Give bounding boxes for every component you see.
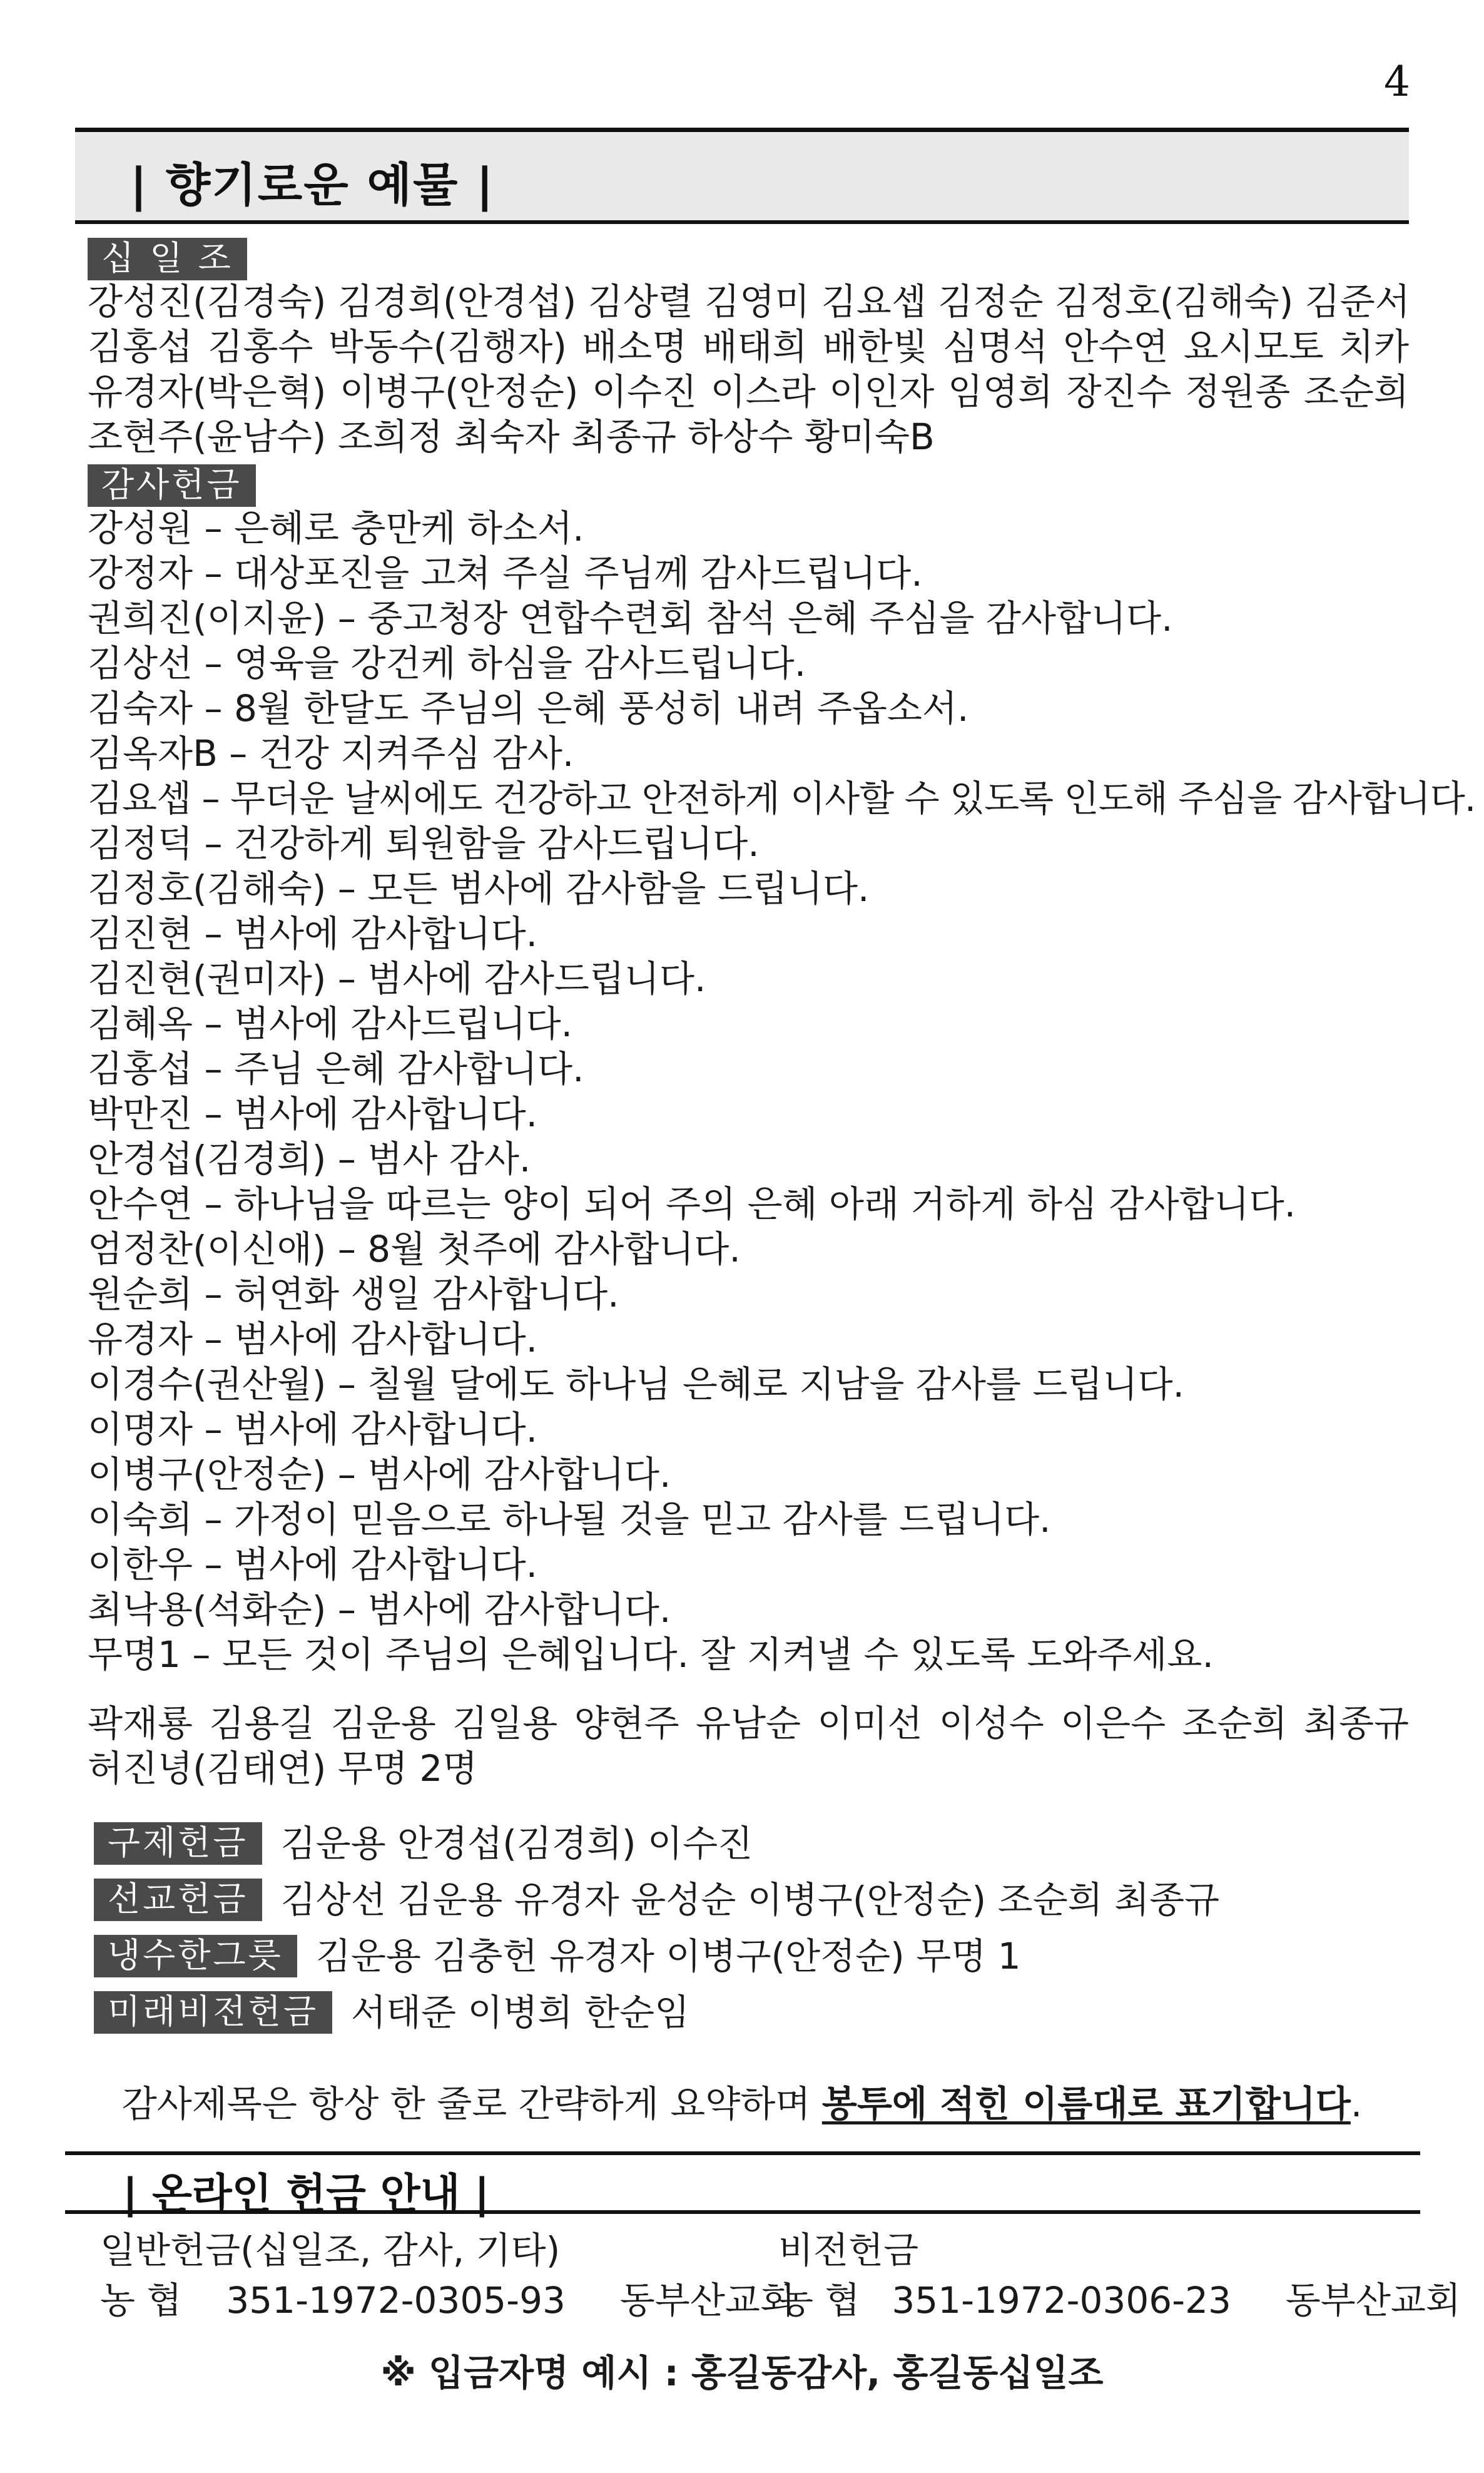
thanks-entry: 박만진 – 범사에 감사합니다.: [88, 1093, 538, 1135]
mission-label: 선교헌금: [94, 1879, 262, 1921]
thanks-label: 감사헌금: [88, 464, 256, 507]
thanks-entry: 이명자 – 범사에 감사합니다.: [88, 1408, 538, 1451]
thanks-entry: 김옥자B – 건강 지켜주심 감사.: [88, 732, 574, 775]
thanks-entry: 원순희 – 허연화 생일 감사합니다.: [88, 1273, 619, 1315]
relief-label: 구제헌금: [94, 1822, 262, 1865]
vision-label: 미래비전헌금: [94, 1991, 332, 2034]
thanks-entry: 김혜옥 – 범사에 감사드립니다.: [88, 1002, 573, 1045]
vision-account: [778, 2225, 1461, 2325]
notice-prefix: 감사제목은 항상 한 줄로 간략하게 요약하며: [121, 2083, 822, 2125]
thanks-entry: 엄정찬(이신애) – 8월 첫주에 감사합니다.: [88, 1228, 741, 1270]
thanks-entry: 이병구(안정순) – 범사에 감사합니다.: [88, 1453, 671, 1496]
page-number: 4: [1384, 58, 1410, 106]
thanks-entry: 김진현 – 범사에 감사합니다.: [88, 912, 538, 955]
vision-account-heading: 비전헌금: [778, 2229, 919, 2272]
tithe-names-line: 유경자(박은혁) 이병구(안정순) 이수진 이스라 이인자 임영희 장진수 정원종 조순희: [88, 370, 1409, 413]
notice-text: [0, 2081, 1484, 2126]
tithe-section: [88, 234, 1409, 459]
thanks-entry: 최낙용(석화순) – 범사에 감사합니다.: [88, 1588, 671, 1631]
cold-water-label: 냉수한그릇: [94, 1935, 297, 1977]
general-account-heading: 일반헌금(십일조, 감사, 기타): [100, 2229, 561, 2272]
thanks-entry: 유경자 – 범사에 감사합니다.: [88, 1318, 538, 1360]
thanks-names-line: 허진녕(김태연) 무명 2명: [88, 1747, 478, 1790]
notice-suffix: .: [1350, 2083, 1363, 2125]
cold-water-names: 김운용 김충헌 유경자 이병구(안정순) 무명 1: [315, 1934, 1021, 1977]
thanks-entry: 이숙희 – 가정이 믿음으로 하나될 것을 믿고 감사를 드립니다.: [88, 1498, 1051, 1541]
mission-row: [94, 1875, 1219, 1922]
vision-names: 서태준 이병희 한순임: [350, 1991, 690, 2034]
vision-account-holder: 동부산교회: [1285, 2279, 1461, 2322]
thanks-entry: 안수연 – 하나님을 따르는 양이 되어 주의 은혜 아래 거하게 하심 감사합니다.: [88, 1183, 1296, 1225]
thanks-entry: 강성원 – 은혜로 충만케 하소서.: [88, 507, 584, 549]
tithe-names-line: 김홍섭 김홍수 박동수(김행자) 배소명 배태희 배한빛 심명석 안수연 요시모토 치카: [88, 325, 1409, 368]
thanks-entry: 강정자 – 대상포진을 고쳐 주실 주님께 감사드립니다.: [88, 552, 923, 594]
tithe-names-line: 조현주(윤남수) 조희정 최숙자 최종규 하상수 황미숙B: [88, 416, 935, 458]
thanks-entry: 권희진(이지윤) – 중고청장 연합수련회 참석 은혜 주심을 감사합니다.: [88, 597, 1173, 640]
thanks-entry: 김정호(김해숙) – 모든 범사에 감사함을 드립니다.: [88, 867, 870, 910]
general-bank: 농 협: [100, 2279, 182, 2322]
vision-bank: 농 협: [778, 2279, 860, 2322]
vision-account-number: 351-1972-0306-23: [892, 2279, 1231, 2322]
thanks-entry: 김정덕 – 건강하게 퇴원함을 감사드립니다.: [88, 822, 760, 865]
notice-emphasis: 봉투에 적힌 이름대로 표기합니다: [821, 2083, 1351, 2125]
cold-water-row: [94, 1931, 1021, 1979]
tithe-label: 십 일 조: [88, 238, 247, 280]
general-account: [100, 2225, 795, 2325]
online-section-title: | 온라인 헌금 안내 |: [123, 2170, 490, 2218]
thanks-entry: 김홍섭 – 주님 은혜 감사합니다.: [88, 1048, 584, 1090]
relief-row: [94, 1818, 753, 1866]
tithe-names-line: 강성진(김경숙) 김경희(안경섭) 김상렬 김영미 김요셉 김정순 김정호(김해숙) 김준서: [88, 280, 1410, 323]
thanks-entry: 안경섭(김경희) – 범사 감사.: [88, 1138, 531, 1180]
thanks-entry: 김숙자 – 8월 한달도 주님의 은혜 풍성히 내려 주옵소서.: [88, 687, 969, 730]
mission-names: 김상선 김운용 유경자 윤성순 이병구(안정순) 조순희 최종규: [280, 1878, 1220, 1921]
online-section-header: [65, 2151, 1420, 2218]
thanks-entry: 이경수(권산월) – 칠월 달에도 하나님 은혜로 지남을 감사를 드립니다.: [88, 1363, 1184, 1405]
general-account-holder: 동부산교회: [619, 2279, 795, 2322]
header-divider: [75, 220, 1409, 224]
thanks-entry: 김진현(권미자) – 범사에 감사드립니다.: [88, 957, 706, 1000]
relief-names: 김운용 안경섭(김경희) 이수진: [280, 1822, 753, 1865]
vision-row: [94, 1987, 689, 2035]
thanks-names-line: 곽재룡 김용길 김운용 김일용 양현주 유남순 이미선 이성수 이은수 조순희 최종규: [88, 1702, 1409, 1745]
thanks-section: [88, 461, 1476, 1791]
offering-section-title: | 향기로운 예물 |: [130, 158, 495, 212]
general-account-number: 351-1972-0305-93: [226, 2279, 566, 2322]
thanks-entry: 이한우 – 범사에 감사합니다.: [88, 1543, 538, 1586]
thanks-entry: 무명1 – 모든 것이 주님의 은혜입니다. 잘 지켜낼 수 있도록 도와주세요.: [88, 1633, 1214, 1676]
offering-section-header: [75, 128, 1409, 220]
thanks-entry: 김상선 – 영육을 강건케 하심을 감사드립니다.: [88, 642, 806, 685]
thanks-entry: 김요셉 – 무더운 날씨에도 건강하고 안전하게 이사할 수 있도록 인도해 주심을 감사합니다.: [88, 777, 1476, 820]
deposit-name-example: ※ 입금자명 예시 : 홍길동감사, 홍길동십일조: [380, 2352, 1104, 2394]
